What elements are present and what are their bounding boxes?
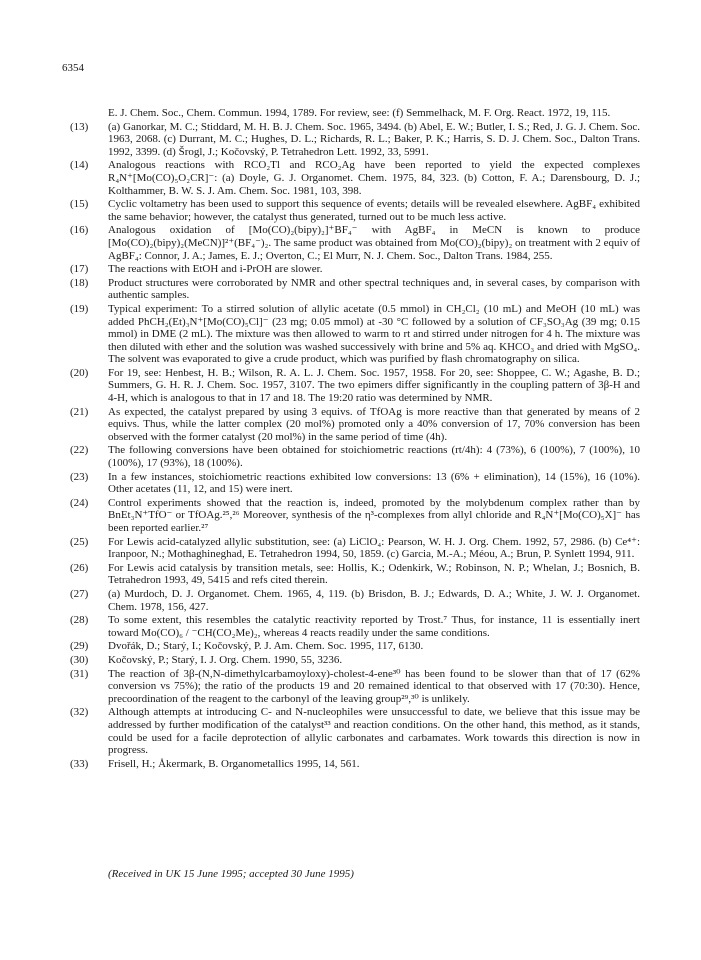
reference-continuation: E. J. Chem. Soc., Chem. Commun. 1994, 1789. For review, see: (f) Semmelhack, M. F. Org. React. 1972, 19, 115. <box>108 107 611 119</box>
reference-note <box>70 263 640 276</box>
reference-text: Although attempts at introducing C- and N-nucleophiles were unsuccessful to date, we believe that this issue may be addressed by further modification of the catalyst³³ and reaction conditions. On the other hand, this method, as it stands, could be used for a facile deprotection of allylic carbonates and carbamates. Work towards this direction is now in progress. <box>108 706 640 757</box>
reference-number: (17) <box>70 263 89 276</box>
reference-number: (14) <box>70 159 89 172</box>
reference-note <box>70 159 640 197</box>
reference-text: In a few instances, stoichiometric reactions exhibited low conversions: 13 (6% + elimination), 14 (15%), 16 (10%). Other acetates (11, 12, and 15) were inert. <box>108 470 640 496</box>
reference-number: (23) <box>70 470 89 483</box>
reference-note <box>70 588 640 613</box>
references-list <box>70 107 640 771</box>
reference-note <box>70 668 640 706</box>
reference-text: The reaction of 3β-(N,N-dimethylcarbamoyloxy)-cholest-4-ene³⁰ has been found to be slower than that of 17 (62% conversion vs 75%); the ratio of the products 19 and 20 remained identical to that observed with 17 (70:30). Hence, precoordination of the reagent to the carbonyl of the leaving group²⁹,³⁰ is unlikely. <box>108 667 640 705</box>
reference-note <box>70 406 640 444</box>
reference-note <box>70 444 640 469</box>
reference-number: (25) <box>70 535 89 548</box>
reference-text: As expected, the catalyst prepared by using 3 equivs. of TfOAg is more reactive than that generated by means of 2 equivs. Thus, while the latter complex (20 mol%) promoted only a 40% conversion of 17, 70% conversion has been observed with the former catalyst (20 mol%) in the same period of time (4h). <box>108 405 640 443</box>
reference-text: The reactions with EtOH and i-PrOH are slower. <box>108 263 323 276</box>
reference-text: To some extent, this resembles the catalytic reactivity reported by Trost.⁷ Thus, for instance, 11 is essentially inert toward Mo(CO)₆ / ⁻CH(CO₂Me)₂, whereas 4 reacts readily under the same conditions. <box>108 614 640 639</box>
reference-number: (20) <box>70 366 89 379</box>
reference-number: (31) <box>70 667 89 680</box>
reference-text: Dvořák, D.; Starý, I.; Kočovský, P. J. Am. Chem. Soc. 1995, 117, 6130. <box>108 640 424 653</box>
reference-note <box>70 654 640 667</box>
reference-note <box>70 758 640 771</box>
reference-number: (19) <box>70 302 89 315</box>
reference-number: (22) <box>70 444 89 457</box>
reference-number: (27) <box>70 587 89 600</box>
reference-text: Product structures were corroborated by NMR and other spectral techniques and, in several cases, by comparison with authentic samples. <box>108 276 640 302</box>
reference-note <box>70 277 640 302</box>
reference-number: (33) <box>70 757 89 770</box>
reference-number: (18) <box>70 276 89 289</box>
reference-text: Analogous oxidation of [Mo(CO)₂(bipy)₂]⁺BF₄⁻ with AgBF₄ in MeCN is known to produce [Mo(CO)₂(bipy)₂(MeCN)]²⁺(BF₄⁻)₂. The same product was obtained from Mo(CO)₂(bipy)₂ on treatment with 2 equiv of AgBF₄: Connor, J. A.; James, E. J.; Overton, C.; El Murr, N. J. Chem. Soc., Dalton Trans. 1984, 255. <box>108 224 641 262</box>
reference-number: (29) <box>70 640 89 653</box>
received-date: (Received in UK 15 June 1995; accepted 30 June 1995) <box>108 868 354 880</box>
reference-note <box>70 121 640 159</box>
reference-text: The following conversions have been obtained for stoichiometric reactions (rt/4h): 4 (73%), 6 (100%), 7 (100%), 10 (100%), 17 (93%), 18 (100%). <box>108 444 640 470</box>
reference-note <box>70 471 640 496</box>
reference-text: For Lewis acid-catalyzed allylic substitution, see: (a) LiClO₄: Pearson, W. H. J. Org. Chem. 1992, 57, 2986. (b) Ce⁴⁺: Iranpoor, N.; Mothaghineghad, E. Tetrahedron 1994, 50, 1859. (c) Garcia, M.-A.; Méou, A.; Brun, P. Synlett 1994, 911. <box>108 535 640 561</box>
reference-number: (21) <box>70 405 89 418</box>
reference-note <box>70 706 640 756</box>
reference-note <box>70 497 640 535</box>
reference-note <box>70 640 640 653</box>
page-number: 6354 <box>62 62 84 74</box>
reference-note <box>70 562 640 587</box>
notes-container <box>70 121 640 771</box>
reference-text: Analogous reactions with RCO₂Tl and RCO₂Ag have been reported to yield the expected complexes R₄N⁺[Mo(CO)₅O₂CR]⁻: (a) Doyle, G. J. Organomet. Chem. 1975, 84, 323. (b) Cotton, F. A.; Darensbourg, D. J.; Kolthammer, B. W. S. J. Am. Chem. Soc. 1981, 103, 398. <box>108 159 640 197</box>
reference-note <box>70 198 640 223</box>
reference-text: Typical experiment: To a stirred solution of allylic acetate (0.5 mmol) in CH₂Cl₂ (10 mL) and MeOH (10 mL) was added PhCH₂(Et)₃N⁺[Mo(CO)₅Cl]⁻ (23 mg; 0.05 mmol) at -30 °C followed by a solution of CF₃SO₃Ag (39 mg; 0.15 mmol) in DME (2 mL). The mixture was then allowed to warm to rt and stirred under nitrogen for 4 h. The mixture was then diluted with ether and the solution was washed successively with brine and 5% aq. KHCO₃ and dried with MgSO₄. The solvent was evaporated to give a crude product, which was purified by flash chromatography on silica. <box>108 302 640 366</box>
reference-number: (15) <box>70 198 89 211</box>
reference-note <box>70 224 640 262</box>
reference-text: Kočovský, P.; Starý, I. J. Org. Chem. 1990, 55, 3236. <box>108 653 343 666</box>
reference-text: Cyclic voltametry has been used to support this sequence of events; details will be revealed elsewhere. AgBF₄ exhibited the same behavior; however, the catalyst thus generated, turned out to be much less active. <box>108 198 640 223</box>
reference-note <box>70 536 640 561</box>
reference-text: Frisell, H.; Åkermark, B. Organometallics 1995, 14, 561. <box>108 757 360 770</box>
reference-text: (a) Murdoch, D. J. Organomet. Chem. 1965, 4, 119. (b) Brisdon, B. J.; Edwards, D. A.; White, J. W. J. Organomet. Chem. 1978, 156, 427. <box>108 587 640 613</box>
reference-note <box>70 367 640 405</box>
reference-note <box>70 614 640 639</box>
reference-note <box>70 303 640 366</box>
reference-text: For 19, see: Henbest, H. B.; Wilson, R. A. L. J. Chem. Soc. 1957, 1958. For 20, see: Shoppee, C. W.; Agashe, B. D.; Summers, G. H. R. J. Chem. Soc. 1957, 3107. The two epimers differ significantly in the coupling pattern of 3β-H and 4-H, which is analogous to that in 17 and 18. The 19:20 ratio was determined by NMR. <box>108 366 640 405</box>
reference-number: (24) <box>70 496 89 509</box>
reference-number: (32) <box>70 706 89 719</box>
reference-number: (16) <box>70 224 89 237</box>
reference-number: (30) <box>70 653 89 666</box>
reference-number: (26) <box>70 561 89 574</box>
reference-text: Control experiments showed that the reaction is, indeed, promoted by the molybdenum complex rather than by BnEt₃N⁺TfO⁻ or TfOAg.²⁵,²⁶ Moreover, synthesis of the η³-complexes from allyl chloride and R₄N⁺[Mo(CO)₅X]⁻ has been reported earlier.²⁷ <box>108 496 640 534</box>
reference-number: (28) <box>70 614 89 627</box>
reference-text: (a) Ganorkar, M. C.; Stiddard, M. H. B. J. Chem. Soc. 1965, 3494. (b) Abel, E. W.; Butler, I. S.; Red, J. G. J. Chem. Soc. 1963, 2068. (c) Durrant, M. C.; Hughes, D. L.; Richards, R. L.; Baker, P. K.; Harris, S. D. J. Chem. Soc., Dalton Trans. 1992, 3399. (d) Šrogl, J.; Kočovský, P. Tetrahedron Lett. 1992, 33, 5991. <box>108 120 640 158</box>
reference-text: For Lewis acid catalysis by transition metals, see: Hollis, K.; Odenkirk, W.; Robinson, N. P.; Whelan, J.; Bosnich, B. Tetrahedron 1993, 49, 5415 and refs cited therein. <box>108 561 640 587</box>
reference-number: (13) <box>70 120 89 133</box>
